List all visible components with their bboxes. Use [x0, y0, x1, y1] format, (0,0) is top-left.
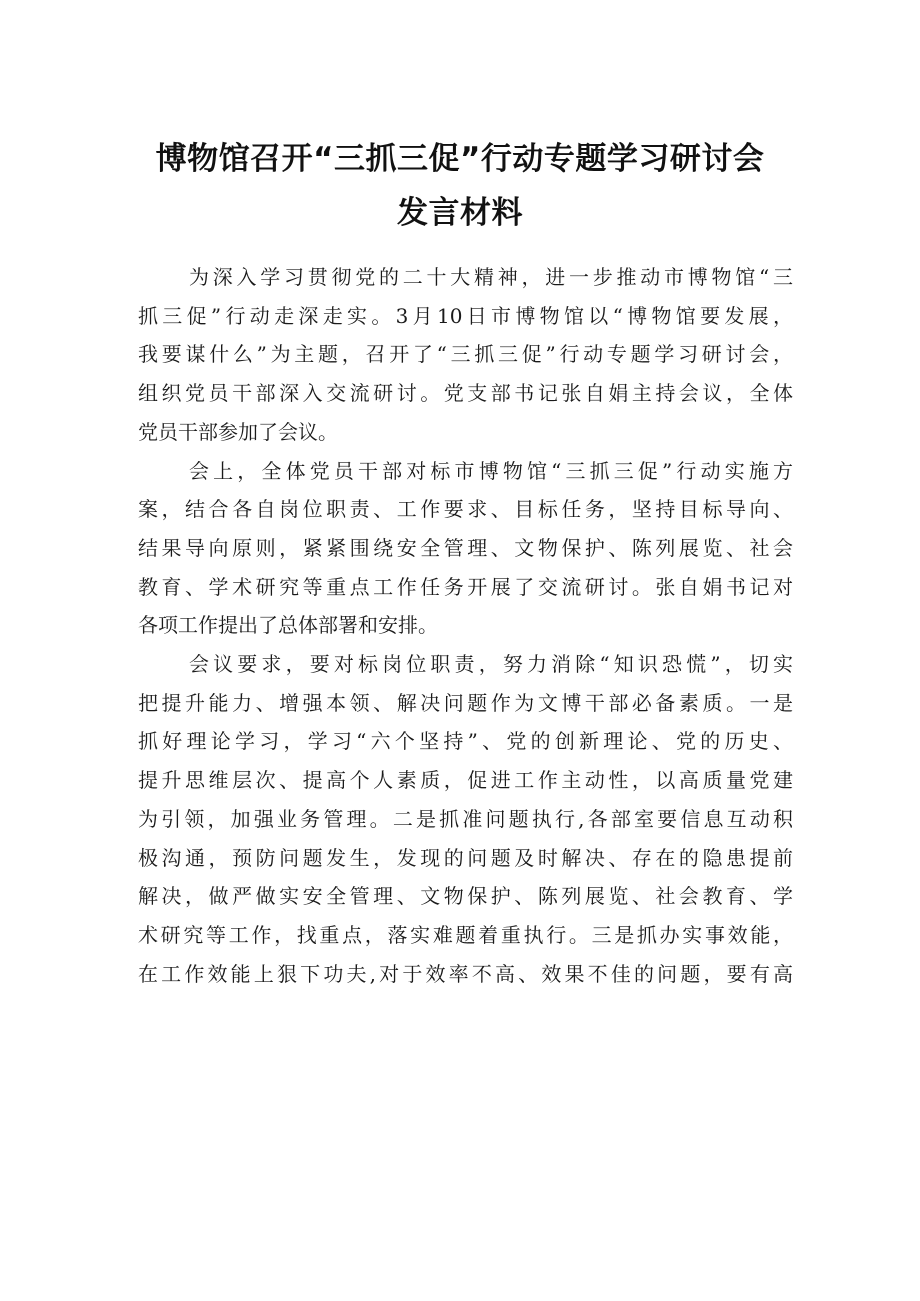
text-line: 会议要求，要对标岗位职责，努力消除“知识恐慌”，切实: [189, 652, 793, 677]
text-line: 极沟通，预防问题发生，发现的问题及时解决、存在的隐患提前: [138, 845, 793, 870]
text-line: 案，结合各自岗位职责、工作要求、目标任务，坚持目标导向、: [138, 497, 793, 522]
text-line: 教育、学术研究等重点工作任务开展了交流研讨。张自娟书记对: [138, 574, 793, 599]
text-line: 会上，全体党员干部对标市博物馆“三抓三促”行动实施方: [189, 458, 793, 483]
paragraph-2: [138, 452, 793, 646]
document-body: [138, 258, 793, 993]
text-line: 在工作效能上狠下功夫,对于效率不高、效果不佳的问题，要有高: [138, 961, 793, 986]
text-line: 术研究等工作，找重点，落实难题着重执行。三是抓办实事效能，: [138, 922, 793, 947]
text-line: 为引领，加强业务管理。二是抓准问题执行,各部室要信息互动积: [138, 806, 793, 831]
text-line: 党员干部参加了会议。: [138, 419, 338, 444]
text-line: 组织党员干部深入交流研讨。党支部书记张自娟主持会议，全体: [138, 381, 793, 406]
text-line: 为深入学习贯彻党的二十大精神，进一步推动市博物馆“三: [189, 265, 793, 289]
text-line: 各项工作提出了总体部署和安排。: [138, 613, 438, 638]
paragraph-3: [138, 645, 793, 993]
text-line: 抓好理论学习，学习“六个坚持”、党的创新理论、党的历史、: [138, 729, 793, 754]
text-line: 解决，做严做实安全管理、文物保护、陈列展览、社会教育、学: [138, 884, 793, 909]
title-line-2: 发言材料: [397, 195, 523, 231]
text-line: 提升思维层次、提高个人素质，促进工作主动性，以高质量党建: [138, 768, 793, 793]
text-line: 结果导向原则，紧紧围绕安全管理、文物保护、陈列展览、社会: [138, 535, 793, 560]
text-line: 抓三促”行动走深走实。3月10日市博物馆以“博物馆要发展，: [138, 303, 793, 328]
title-line-1: 博物馆召开“三抓三促”行动专题学习研讨会: [155, 141, 765, 177]
paragraph-1: [138, 258, 793, 452]
document-title: [0, 132, 920, 240]
text-line: 我要谋什么”为主题，召开了“三抓三促”行动专题学习研讨会，: [138, 342, 793, 367]
text-line: 把提升能力、增强本领、解决问题作为文博干部必备素质。一是: [138, 690, 793, 715]
